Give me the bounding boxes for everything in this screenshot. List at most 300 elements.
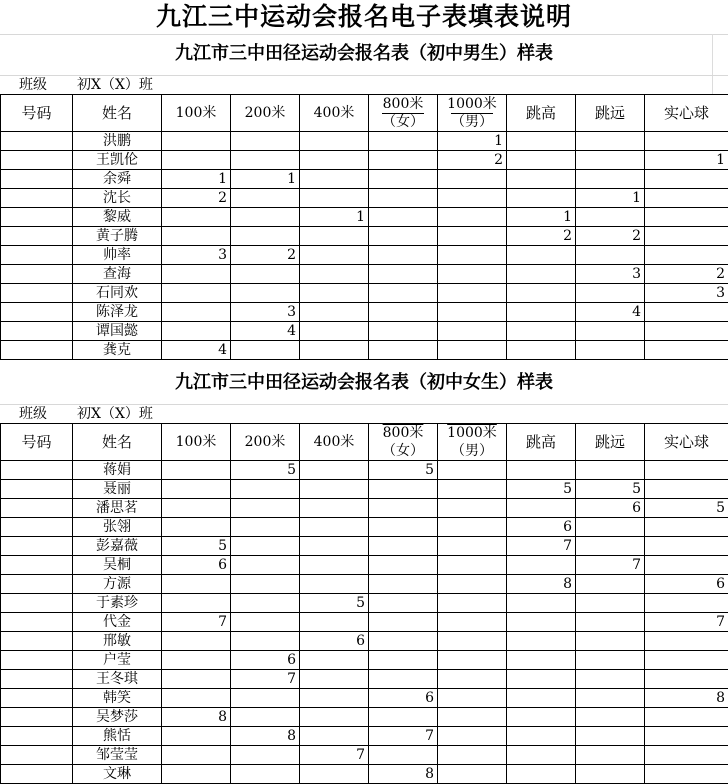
cell-high-jump[interactable] (507, 322, 576, 341)
cell-200m[interactable] (231, 746, 300, 765)
cell-800m[interactable] (369, 594, 438, 613)
cell-name[interactable]: 吴桐 (73, 556, 162, 575)
cell-number[interactable] (1, 746, 73, 765)
cell-number[interactable] (1, 556, 73, 575)
cell-1000m[interactable] (438, 670, 507, 689)
cell-400m[interactable]: 6 (300, 632, 369, 651)
cell-high-jump[interactable] (507, 746, 576, 765)
cell-400m[interactable] (300, 537, 369, 556)
cell-high-jump[interactable] (507, 170, 576, 189)
cell-high-jump[interactable] (507, 132, 576, 151)
cell-100m[interactable] (162, 265, 231, 284)
cell-800m[interactable] (369, 189, 438, 208)
cell-100m[interactable] (162, 746, 231, 765)
cell-800m[interactable] (369, 632, 438, 651)
cell-1000m[interactable] (438, 246, 507, 265)
cell-400m[interactable] (300, 708, 369, 727)
cell-800m[interactable] (369, 132, 438, 151)
cell-high-jump[interactable]: 6 (507, 518, 576, 537)
cell-number[interactable] (1, 284, 73, 303)
cell-400m[interactable] (300, 499, 369, 518)
cell-200m[interactable] (231, 613, 300, 632)
cell-100m[interactable] (162, 284, 231, 303)
cell-800m[interactable] (369, 303, 438, 322)
cell-long-jump[interactable] (576, 518, 645, 537)
cell-800m[interactable]: 8 (369, 765, 438, 784)
cell-name[interactable]: 文琳 (73, 765, 162, 784)
cell-number[interactable] (1, 575, 73, 594)
cell-long-jump[interactable] (576, 575, 645, 594)
cell-shot[interactable] (645, 670, 728, 689)
cell-long-jump[interactable] (576, 765, 645, 784)
cell-long-jump[interactable] (576, 132, 645, 151)
cell-1000m[interactable] (438, 322, 507, 341)
cell-100m[interactable] (162, 689, 231, 708)
cell-1000m[interactable] (438, 575, 507, 594)
cell-200m[interactable] (231, 132, 300, 151)
cell-1000m[interactable] (438, 727, 507, 746)
cell-shot[interactable]: 2 (645, 265, 728, 284)
cell-1000m[interactable] (438, 689, 507, 708)
cell-name[interactable]: 帅率 (73, 246, 162, 265)
cell-long-jump[interactable]: 4 (576, 303, 645, 322)
cell-1000m[interactable] (438, 556, 507, 575)
cell-long-jump[interactable] (576, 613, 645, 632)
cell-400m[interactable] (300, 265, 369, 284)
cell-shot[interactable] (645, 708, 728, 727)
cell-200m[interactable] (231, 708, 300, 727)
cell-400m[interactable] (300, 689, 369, 708)
cell-name[interactable]: 邢敏 (73, 632, 162, 651)
cell-400m[interactable] (300, 132, 369, 151)
cell-name[interactable]: 石同欢 (73, 284, 162, 303)
table-row (1, 594, 728, 613)
cell-800m[interactable] (369, 208, 438, 227)
cell-number[interactable] (1, 594, 73, 613)
cell-400m[interactable] (300, 613, 369, 632)
cell-1000m[interactable] (438, 461, 507, 480)
cell-name[interactable]: 吴梦莎 (73, 708, 162, 727)
cell-high-jump[interactable]: 1 (507, 208, 576, 227)
cell-400m[interactable] (300, 556, 369, 575)
cell-shot[interactable] (645, 518, 728, 537)
cell-long-jump[interactable] (576, 651, 645, 670)
header-800m (369, 424, 438, 461)
cell-400m[interactable] (300, 480, 369, 499)
cell-shot[interactable] (645, 246, 728, 265)
cell-name[interactable]: 方源 (73, 575, 162, 594)
cell-long-jump[interactable]: 7 (576, 556, 645, 575)
cell-number[interactable] (1, 246, 73, 265)
cell-800m[interactable] (369, 246, 438, 265)
cell-name[interactable]: 王冬琪 (73, 670, 162, 689)
cell-1000m[interactable] (438, 499, 507, 518)
cell-high-jump[interactable] (507, 765, 576, 784)
cell-200m[interactable]: 7 (231, 670, 300, 689)
cell-100m[interactable] (162, 322, 231, 341)
cell-long-jump[interactable] (576, 746, 645, 765)
cell-800m[interactable] (369, 227, 438, 246)
cell-400m[interactable] (300, 246, 369, 265)
header-100m: 100米 (162, 95, 231, 132)
cell-name[interactable]: 邹莹莹 (73, 746, 162, 765)
cell-100m[interactable]: 7 (162, 613, 231, 632)
table-row (1, 246, 728, 265)
cell-800m[interactable] (369, 651, 438, 670)
cell-200m[interactable]: 1 (231, 170, 300, 189)
cell-name[interactable]: 龚克 (73, 341, 162, 360)
cell-high-jump[interactable] (507, 632, 576, 651)
cell-shot[interactable] (645, 189, 728, 208)
cell-number[interactable] (1, 727, 73, 746)
cell-100m[interactable] (162, 208, 231, 227)
cell-1000m[interactable] (438, 594, 507, 613)
cell-800m[interactable] (369, 322, 438, 341)
cell-long-jump[interactable] (576, 322, 645, 341)
cell-100m[interactable]: 4 (162, 341, 231, 360)
cell-number[interactable] (1, 322, 73, 341)
cell-1000m[interactable] (438, 265, 507, 284)
cell-shot[interactable]: 1 (645, 151, 728, 170)
cell-shot[interactable] (645, 556, 728, 575)
cell-name[interactable]: 户莹 (73, 651, 162, 670)
cell-shot[interactable]: 7 (645, 613, 728, 632)
cell-shot[interactable] (645, 170, 728, 189)
cell-100m[interactable] (162, 132, 231, 151)
cell-number[interactable] (1, 461, 73, 480)
cell-name[interactable]: 黎威 (73, 208, 162, 227)
cell-shot[interactable] (645, 227, 728, 246)
cell-number[interactable] (1, 632, 73, 651)
cell-name[interactable]: 蒋娟 (73, 461, 162, 480)
cell-200m[interactable] (231, 575, 300, 594)
cell-1000m[interactable] (438, 613, 507, 632)
cell-200m[interactable]: 3 (231, 303, 300, 322)
cell-800m[interactable] (369, 480, 438, 499)
cell-400m[interactable] (300, 341, 369, 360)
cell-long-jump[interactable]: 3 (576, 265, 645, 284)
cell-1000m[interactable]: 2 (438, 151, 507, 170)
cell-200m[interactable] (231, 632, 300, 651)
cell-400m[interactable] (300, 575, 369, 594)
cell-200m[interactable]: 6 (231, 651, 300, 670)
cell-shot[interactable] (645, 461, 728, 480)
cell-name[interactable]: 陈泽龙 (73, 303, 162, 322)
cell-800m[interactable] (369, 265, 438, 284)
cell-shot[interactable] (645, 727, 728, 746)
cell-1000m[interactable] (438, 341, 507, 360)
cell-number[interactable] (1, 670, 73, 689)
cell-100m[interactable] (162, 727, 231, 746)
cell-high-jump[interactable]: 2 (507, 227, 576, 246)
cell-long-jump[interactable] (576, 708, 645, 727)
cell-long-jump[interactable] (576, 208, 645, 227)
table-row (1, 575, 728, 594)
cell-long-jump[interactable] (576, 670, 645, 689)
cell-800m[interactable] (369, 151, 438, 170)
cell-200m[interactable] (231, 499, 300, 518)
cell-1000m[interactable] (438, 651, 507, 670)
cell-1000m[interactable] (438, 208, 507, 227)
cell-name[interactable]: 韩笑 (73, 689, 162, 708)
cell-200m[interactable] (231, 151, 300, 170)
cell-high-jump[interactable] (507, 341, 576, 360)
cell-shot[interactable]: 3 (645, 284, 728, 303)
cell-200m[interactable] (231, 537, 300, 556)
cell-high-jump[interactable] (507, 499, 576, 518)
cell-long-jump[interactable] (576, 594, 645, 613)
cell-long-jump[interactable] (576, 689, 645, 708)
cell-number[interactable] (1, 708, 73, 727)
cell-shot[interactable] (645, 132, 728, 151)
cell-800m[interactable] (369, 284, 438, 303)
cell-400m[interactable] (300, 322, 369, 341)
header-long-jump: 跳远 (576, 424, 645, 461)
cell-100m[interactable] (162, 303, 231, 322)
cell-long-jump[interactable] (576, 632, 645, 651)
header-long-jump: 跳远 (576, 95, 645, 132)
cell-long-jump[interactable] (576, 246, 645, 265)
cell-400m[interactable] (300, 461, 369, 480)
cell-long-jump[interactable] (576, 727, 645, 746)
cell-high-jump[interactable] (507, 670, 576, 689)
cell-1000m[interactable] (438, 632, 507, 651)
cell-long-jump[interactable] (576, 170, 645, 189)
cell-high-jump[interactable] (507, 613, 576, 632)
cell-number[interactable] (1, 765, 73, 784)
cell-200m[interactable] (231, 265, 300, 284)
cell-400m[interactable] (300, 189, 369, 208)
cell-200m[interactable]: 5 (231, 461, 300, 480)
cell-100m[interactable] (162, 227, 231, 246)
cell-400m[interactable] (300, 670, 369, 689)
cell-high-jump[interactable] (507, 189, 576, 208)
cell-400m[interactable] (300, 303, 369, 322)
cell-100m[interactable] (162, 765, 231, 784)
cell-shot[interactable]: 5 (645, 499, 728, 518)
cell-400m[interactable] (300, 284, 369, 303)
cell-high-jump[interactable] (507, 708, 576, 727)
cell-shot[interactable]: 8 (645, 689, 728, 708)
cell-number[interactable] (1, 227, 73, 246)
cell-shot[interactable] (645, 746, 728, 765)
cell-1000m[interactable] (438, 303, 507, 322)
cell-800m[interactable]: 6 (369, 689, 438, 708)
cell-shot[interactable] (645, 208, 728, 227)
cell-name[interactable]: 查海 (73, 265, 162, 284)
cell-100m[interactable] (162, 499, 231, 518)
cell-high-jump[interactable] (507, 594, 576, 613)
cell-long-jump[interactable] (576, 284, 645, 303)
cell-800m[interactable] (369, 613, 438, 632)
cell-long-jump[interactable] (576, 341, 645, 360)
cell-200m[interactable] (231, 556, 300, 575)
cell-100m[interactable]: 8 (162, 708, 231, 727)
cell-shot[interactable] (645, 322, 728, 341)
cell-100m[interactable] (162, 632, 231, 651)
cell-400m[interactable] (300, 227, 369, 246)
cell-name[interactable]: 黄子腾 (73, 227, 162, 246)
cell-400m[interactable] (300, 727, 369, 746)
cell-200m[interactable] (231, 284, 300, 303)
cell-800m[interactable] (369, 518, 438, 537)
cell-shot[interactable] (645, 594, 728, 613)
cell-200m[interactable]: 8 (231, 727, 300, 746)
cell-800m[interactable]: 7 (369, 727, 438, 746)
cell-1000m[interactable] (438, 537, 507, 556)
cell-100m[interactable]: 6 (162, 556, 231, 575)
cell-100m[interactable] (162, 575, 231, 594)
cell-high-jump[interactable] (507, 265, 576, 284)
cell-name[interactable]: 张翎 (73, 518, 162, 537)
cell-200m[interactable] (231, 480, 300, 499)
cell-1000m[interactable] (438, 189, 507, 208)
cell-800m[interactable] (369, 708, 438, 727)
cell-number[interactable] (1, 170, 73, 189)
cell-name[interactable]: 彭嘉薇 (73, 537, 162, 556)
cell-800m[interactable] (369, 499, 438, 518)
table-row (1, 341, 728, 360)
cell-number[interactable] (1, 189, 73, 208)
cell-400m[interactable]: 1 (300, 208, 369, 227)
cell-name[interactable]: 余舜 (73, 170, 162, 189)
cell-shot[interactable]: 6 (645, 575, 728, 594)
cell-1000m[interactable] (438, 765, 507, 784)
cell-400m[interactable]: 7 (300, 746, 369, 765)
cell-number[interactable] (1, 499, 73, 518)
cell-1000m[interactable] (438, 284, 507, 303)
cell-800m[interactable] (369, 537, 438, 556)
cell-number[interactable] (1, 613, 73, 632)
cell-800m[interactable] (369, 556, 438, 575)
cell-100m[interactable]: 2 (162, 189, 231, 208)
cell-name[interactable]: 熊恬 (73, 727, 162, 746)
cell-high-jump[interactable] (507, 151, 576, 170)
cell-high-jump[interactable] (507, 303, 576, 322)
cell-200m[interactable] (231, 765, 300, 784)
cell-400m[interactable] (300, 170, 369, 189)
cell-high-jump[interactable] (507, 246, 576, 265)
cell-shot[interactable] (645, 480, 728, 499)
cell-200m[interactable] (231, 518, 300, 537)
cell-name[interactable]: 潘思茗 (73, 499, 162, 518)
cell-name[interactable]: 代金 (73, 613, 162, 632)
cell-name[interactable]: 王凯伦 (73, 151, 162, 170)
cell-1000m[interactable] (438, 518, 507, 537)
cell-200m[interactable]: 4 (231, 322, 300, 341)
cell-name[interactable]: 沈长 (73, 189, 162, 208)
cell-high-jump[interactable] (507, 556, 576, 575)
cell-long-jump[interactable] (576, 537, 645, 556)
cell-number[interactable] (1, 689, 73, 708)
cell-number[interactable] (1, 341, 73, 360)
cell-shot[interactable] (645, 632, 728, 651)
cell-long-jump[interactable]: 2 (576, 227, 645, 246)
cell-200m[interactable] (231, 208, 300, 227)
cell-200m[interactable] (231, 341, 300, 360)
cell-name[interactable]: 聂丽 (73, 480, 162, 499)
cell-1000m[interactable] (438, 227, 507, 246)
cell-long-jump[interactable]: 6 (576, 499, 645, 518)
cell-high-jump[interactable]: 8 (507, 575, 576, 594)
cell-100m[interactable] (162, 151, 231, 170)
cell-200m[interactable]: 2 (231, 246, 300, 265)
cell-number[interactable] (1, 303, 73, 322)
cell-800m[interactable] (369, 170, 438, 189)
cell-100m[interactable] (162, 651, 231, 670)
cell-high-jump[interactable]: 7 (507, 537, 576, 556)
cell-name[interactable]: 谭国懿 (73, 322, 162, 341)
cell-high-jump[interactable]: 5 (507, 480, 576, 499)
cell-1000m[interactable] (438, 480, 507, 499)
cell-number[interactable] (1, 518, 73, 537)
cell-1000m[interactable] (438, 708, 507, 727)
cell-400m[interactable] (300, 151, 369, 170)
cell-100m[interactable] (162, 670, 231, 689)
cell-shot[interactable] (645, 537, 728, 556)
cell-100m[interactable] (162, 518, 231, 537)
cell-number[interactable] (1, 132, 73, 151)
cell-100m[interactable]: 3 (162, 246, 231, 265)
cell-number[interactable] (1, 151, 73, 170)
cell-high-jump[interactable] (507, 284, 576, 303)
cell-number[interactable] (1, 208, 73, 227)
boys-class-value[interactable]: 初X（X）班 (77, 76, 153, 94)
cell-high-jump[interactable] (507, 727, 576, 746)
cell-long-jump[interactable]: 1 (576, 189, 645, 208)
cell-1000m[interactable] (438, 170, 507, 189)
cell-800m[interactable] (369, 575, 438, 594)
cell-number[interactable] (1, 651, 73, 670)
cell-800m[interactable] (369, 341, 438, 360)
cell-high-jump[interactable] (507, 689, 576, 708)
cell-800m[interactable] (369, 746, 438, 765)
cell-shot[interactable] (645, 765, 728, 784)
cell-800m[interactable]: 5 (369, 461, 438, 480)
cell-long-jump[interactable] (576, 151, 645, 170)
cell-100m[interactable]: 5 (162, 537, 231, 556)
cell-400m[interactable] (300, 765, 369, 784)
cell-200m[interactable] (231, 689, 300, 708)
girls-class-value[interactable]: 初X（X）班 (77, 405, 153, 423)
cell-high-jump[interactable] (507, 461, 576, 480)
cell-800m[interactable] (369, 670, 438, 689)
cell-high-jump[interactable] (507, 651, 576, 670)
cell-name[interactable]: 洪鹏 (73, 132, 162, 151)
cell-number[interactable] (1, 265, 73, 284)
cell-number[interactable] (1, 537, 73, 556)
cell-100m[interactable] (162, 461, 231, 480)
cell-long-jump[interactable]: 5 (576, 480, 645, 499)
cell-200m[interactable] (231, 189, 300, 208)
cell-400m[interactable] (300, 651, 369, 670)
cell-1000m[interactable]: 1 (438, 132, 507, 151)
cell-400m[interactable] (300, 518, 369, 537)
cell-long-jump[interactable] (576, 461, 645, 480)
cell-200m[interactable] (231, 594, 300, 613)
cell-400m[interactable]: 5 (300, 594, 369, 613)
cell-200m[interactable] (231, 227, 300, 246)
cell-name[interactable]: 于素珍 (73, 594, 162, 613)
cell-100m[interactable]: 1 (162, 170, 231, 189)
cell-shot[interactable] (645, 303, 728, 322)
cell-100m[interactable] (162, 480, 231, 499)
cell-100m[interactable] (162, 594, 231, 613)
cell-number[interactable] (1, 480, 73, 499)
cell-shot[interactable] (645, 651, 728, 670)
cell-shot[interactable] (645, 341, 728, 360)
cell-1000m[interactable] (438, 746, 507, 765)
